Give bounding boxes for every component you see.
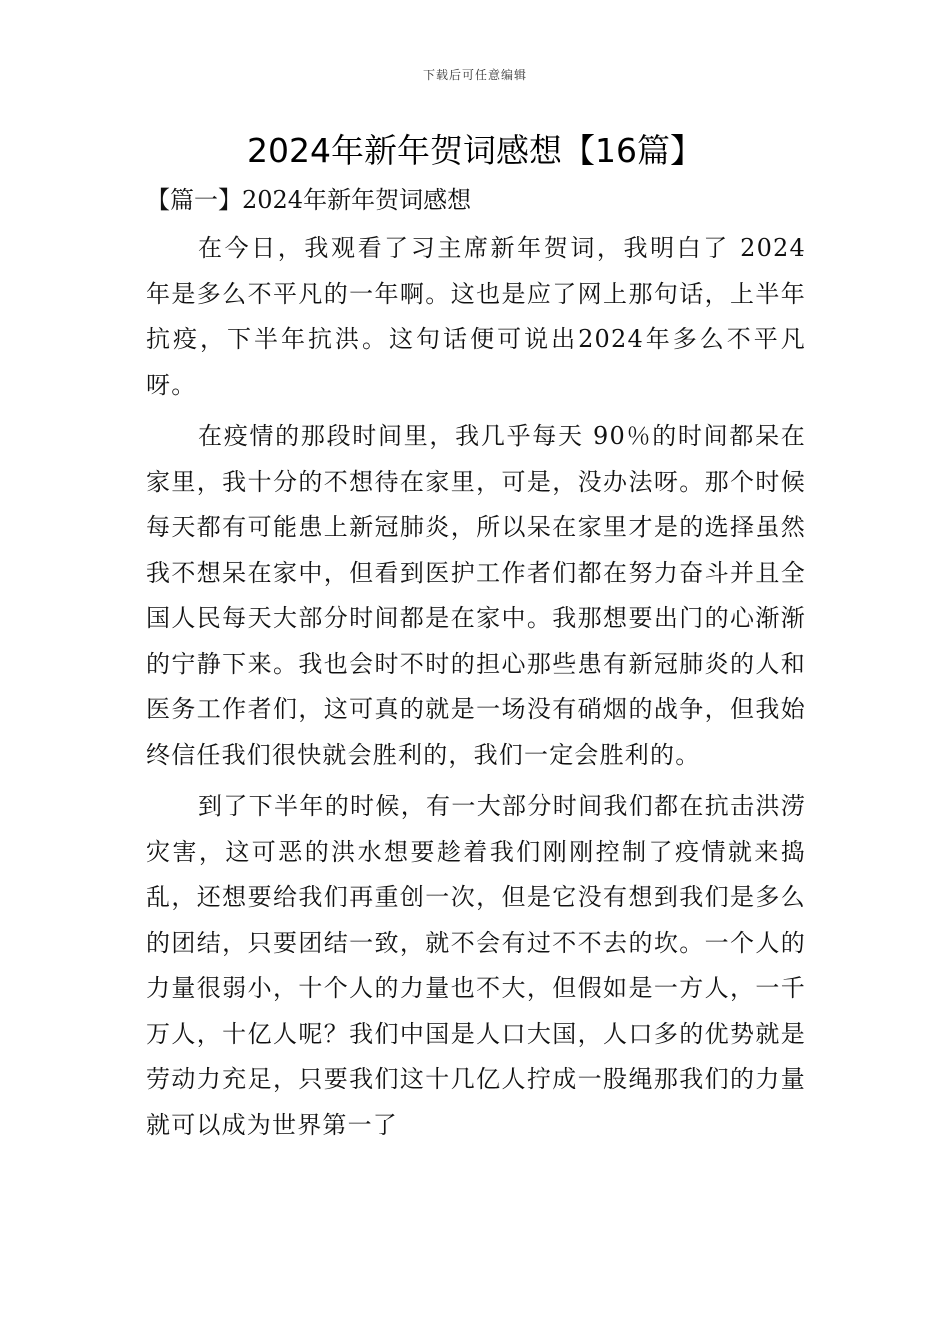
paragraph: 在疫情的那段时间里，我几乎每天 90％的时间都呆在家里，我十分的不想待在家里，可是，没办法呀。那个时候每天都有可能患上新冠肺炎，所以呆在家里才是的选择虽然我不想呆在家中，但看到医护工作者们都在努力奋斗并且全国人民每天大部分时间都是在家中。我那想要出门的心渐渐的宁静下来。我也会时不时的担心那些患有新冠肺炎的人和医务工作者们，这可真的就是一场没有硝烟的战争，但我始终信任我们很快就会胜利的，我们一定会胜利的。	[146, 422, 806, 769]
header-note: 下载后可任意编辑	[422, 68, 527, 82]
paragraph: 在今日，我观看了习主席新年贺词，我明白了 2024 年是多么不平凡的一年啊。这也是应了网上那句话，上半年抗疫，下半年抗洪。这句话便可说出2024年多么不平凡呀。	[146, 234, 806, 399]
section-body	[146, 226, 806, 1154]
section-heading: 【篇一】2024年新年贺词感想	[146, 186, 472, 214]
paragraph: 到了下半年的时候，有一大部分时间我们都在抗击洪涝灾害，这可恶的洪水想要趁着我们刚刚控制了疫情就来捣乱，还想要给我们再重创一次，但是它没有想到我们是多么的团结，只要团结一致，就不会有过不不去的坎。一个人的力量很弱小，十个人的力量也不大，但假如是一方人，一千万人，十亿人呢？我们中国是人口大国，人口多的优势就是劳动力充足，只要我们这十几亿人拧成一股绳那我们的力量就可以成为世界第一了	[146, 792, 806, 1139]
document-title: 2024年新年贺词感想【16篇】	[247, 131, 703, 170]
